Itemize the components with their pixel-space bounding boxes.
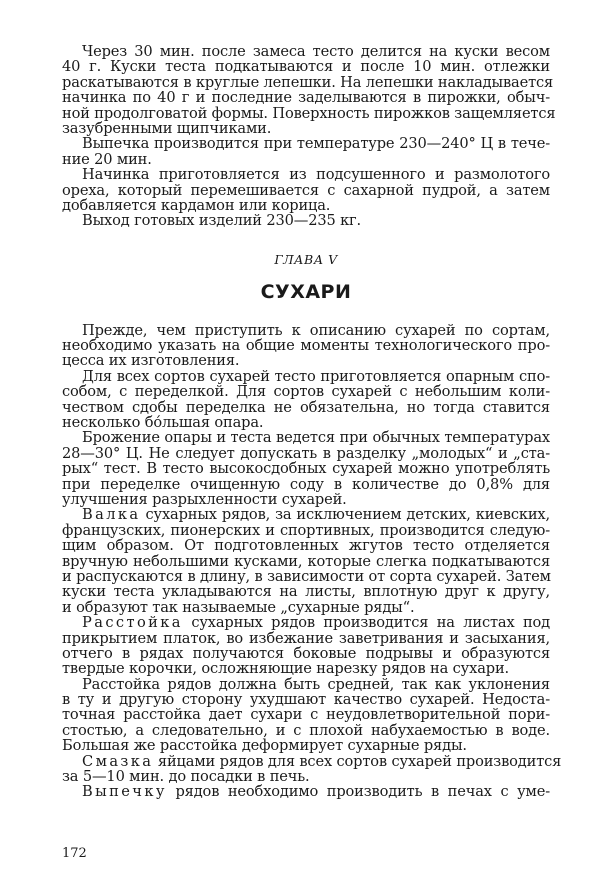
paragraph-baking [62,136,550,167]
text-line: 28—30° Ц. Не следует допускать в разделку „молодых“ и „ста- [62,444,550,462]
text-line: ние 20 мин. [62,150,152,168]
text-line: 40 г. Куски теста подкатываются и после 10 мин. отлежки [62,58,550,76]
text-line: прикрытием платок, во избежание заветривания и засыхания, [62,629,550,647]
paragraph-6 [62,677,550,754]
text-line: твердые корочки, осложняющие нарезку рядов на сухари. [62,660,510,678]
text-line: Через 30 мин. после замеса тесто делится на куски весом [82,43,550,60]
text-line: за 5—10 мин. до посадки в печь. [62,768,310,786]
text-line: собом, с переделкой. Для сортов сухарей с небольшим коли- [62,383,550,401]
text-line: Для всех сортов сухарей тесто приготовляется опарным спо- [82,367,550,385]
term-valka: Валка [82,506,141,524]
paragraph-3 [62,430,550,507]
paragraph-filling [62,167,550,213]
text-line: щим образом. От подготовленных жгутов тесто отделяется [62,537,550,555]
text-line: и распускаются в длину, в зависимости от сорта сухарей. Затем [62,567,551,585]
paragraph-4 [62,507,550,615]
text-line: французских, пионерских и спортивных, производится следую- [62,521,550,539]
text-line: Расстойка рядов должна быть средней, так как уклонения [82,675,550,693]
text-line: Брожение опары и теста ведется при обычных температурах [82,429,550,447]
term-smazka: Смазка [82,752,154,770]
paragraph-8 [62,784,550,799]
paragraph-intro [62,43,556,137]
text-fragment: рядов необходимо производить в печах с уме- [175,783,550,801]
text-line: начинка по 40 г и последние заделываются в пирожки, обыч- [62,89,550,107]
paragraph-5 [62,615,550,677]
text-line: стостью, а следовательно, и с плохой набухаемостью в воде. [62,721,550,739]
text-line: раскатываются в круглые лепешки. На лепешки накладывается [62,73,554,91]
text-line: зазубренными щипчиками. [62,119,272,137]
text-line: улучшения разрыхленности сухарей. [62,490,347,508]
text-line: Прежде, чем приступить к описанию сухарей по сортам, [82,321,550,339]
term-vypechku: Выпечку [82,783,167,801]
text-line: рых“ тест. В тесто высокосдобных сухарей можно употреблять [62,460,550,478]
text-line: цесса их изготовления. [62,352,240,370]
paragraph-2 [62,369,550,431]
text-line: добавляется кардамон или корица. [62,196,331,214]
paragraph-1 [62,323,550,369]
text-line [62,784,550,799]
text-line: при переделке очищенную соду в количестве до 0,8% для [62,475,550,493]
text-line: ной продолговатой формы. Поверхность пирожков защемляется [62,104,556,122]
chapter-title: СУХАРИ [260,280,352,303]
text-line: и образуют так называемые „сухарные ряды“. [62,598,415,616]
paragraph-yield [62,213,550,228]
text-fragment: сухарных рядов, за исключением детских, киевских, [145,506,550,524]
text-line: необходимо указать на общие моменты технологического про- [62,337,550,355]
page-number: 172 [62,846,87,861]
text-line: Выход готовых изделий 230—235 кг. [82,212,362,230]
chapter-label: ГЛАВА V [274,251,338,267]
text-line: вручную небольшими кусками, которые слегка подкатываются [62,552,550,570]
text-line: точная расстойка дает сухари с неудовлетворительной пори- [62,706,550,724]
text-line: в ту и другую сторону ухудшают качество сухарей. Недоста- [62,691,550,709]
paragraph-7 [62,752,562,786]
text-line: Выпечка производится при температуре 230—240° Ц в тече- [82,135,550,153]
text-line: ореха, который перемешивается с сахарной пудрой, а затем [62,181,550,199]
text-line: куски теста укладываются на листы, вплотную друг к другу, [62,583,550,601]
text-fragment: яйцами рядов для всех сортов сухарей производится [157,752,562,770]
text-line: Начинка приготовляется из подсушенного и размолотого [82,166,550,184]
text-line [62,752,562,770]
term-rasstoyka: Расстойка [82,614,183,632]
text-line: чеством сдобы переделка не обязательна, но тогда ставится [62,398,550,416]
text-line [62,615,550,630]
page-body [62,43,562,801]
text-line: Большая же расстойка деформирует сухарные ряды. [62,737,467,755]
text-line: отчего в рядах получаются боковые подрывы и образуются [62,644,550,662]
text-line [62,507,550,522]
text-fragment: сухарных рядов производится на листах под [191,614,551,632]
text-line: несколько бо́льшая опара. [62,414,264,432]
